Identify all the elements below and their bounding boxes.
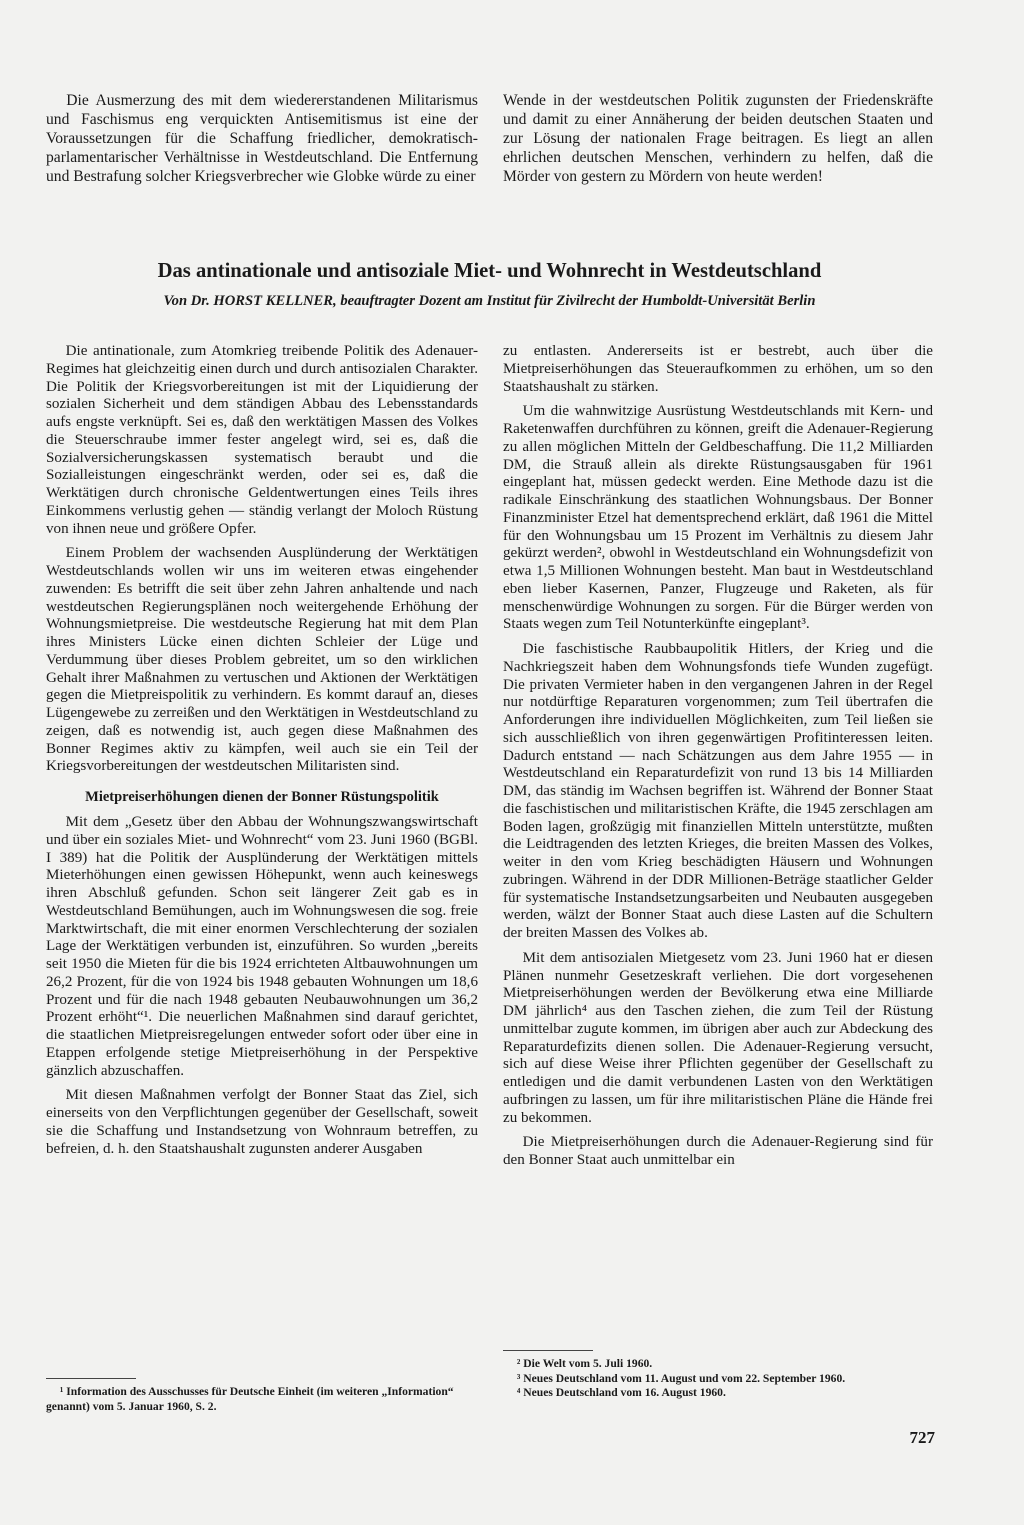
footnote: ³ Neues Deutschland vom 11. August und vom 22. September 1960. (516, 1371, 846, 1385)
paragraph: Um die wahnwitzige Ausrüstung Westdeutschlands mit Kern- und Raketenwaffen durchführen zu können, greift die Adenauer-Regierung zu allen möglichen Mitteln der Geldbeschaffung. Die 11,2 Milliarden DM, die Strauß allein als direkte Rüstungsausgaben für 1961 eingeplant hat, müssen gedeckt werden. Eine Methode dazu ist die radikale Einschränkung des staatlichen Wohnungsbaus. Der Bonner Finanzminister Etzel hat dementsprechend erklärt, daß 1961 die Mittel für den Wohnungsbau um 15 Prozent im Verhältnis zu diesem Jahr gekürzt werden², obwohl in Westdeutschland ein Wohnungsdefizit von etwa 1,5 Millionen Wohnungen besteht. Man baut in Westdeutschland eben lieber Kasernen, Panzer, Flugzeuge und Raketen, als für menschenwürdige Wohnungen zu sorgen. Für die Bürger werden von Staats wegen zum Teil Notunterkünfte eingeplant³. (503, 403, 933, 633)
paragraph: Einem Problem der wachsenden Ausplünderung der Werktätigen Westdeutschlands wollen wir uns im weiteren etwas eingehender zuwenden: Es betrifft die seit über zehn Jahren anhaltende und nach westdeutschen Regierungsplänen noch weitergehende Erhöhung der Wohnungsmietpreise. Die westdeutsche Regierung hat mit dem Plan ihres Ministers Lücke einen dichten Schleier der Lüge und Verdummung über dieses Problem gebreitet, um so den wirklichen Gehalt ihrer Maßnahmen zu vertuschen und Aktionen der Werktätigen gegen die Mietpreispolitik zu verhindern. Es kommt darauf an, dieses Lügengewebe zu zerreißen und den Werktätigen in Westdeutschland zu zeigen, daß es notwendig ist, auch gegen diese Maßnahmen des Bonner Regimes aktiv zu kämpfen, weil auch sie ein Teil der Kriegsvorbereitungen der westdeutschen Militaristen sind. (46, 545, 478, 775)
footnotes-left (46, 1378, 478, 1414)
article-left-column (46, 343, 478, 1165)
footnote-divider (503, 1350, 593, 1351)
article-right-column (503, 343, 933, 1177)
article-title: Das antinationale und antisoziale Miet- und Wohnrecht in Westdeutschland (157, 260, 822, 282)
preceding-article-right-column (503, 91, 933, 186)
paragraph: zu entlasten. Andererseits ist er bestrebt, auch über die Mietpreiserhöhungen das Steueraufkommen zu erhöhen, um so den Staatshaushalt zu stärken. (503, 343, 933, 395)
footnote-divider (46, 1378, 136, 1379)
page-number: 727 (909, 1428, 935, 1447)
paragraph: Mit dem antisozialen Mietgesetz vom 23. Juni 1960 hat er diesen Plänen nunmehr Gesetzeskraft verliehen. Die dort vorgesehenen Mietpreiserhöhungen werden der Bevölkerung etwa eine Milliarde DM jährlich⁴ aus den Taschen ziehen, die zum Teil der Rüstung unmittelbar zugute kommen, im übrigen aber auch zur Abdeckung des Reparaturdefizits dienen sollen. Die Adenauer-Regierung versucht, sich auf diese Weise ihrer Pflichten gegenüber der Gesellschaft zu entledigen und die damit verbundenen Lasten von den Werktätigen aufbringen zu lassen, um für ihre militaristischen Pläne die Hände frei zu bekommen. (503, 949, 933, 1126)
article-byline: Von Dr. HORST KELLNER, beauftragter Dozent am Institut für Zivilrecht der Humboldt-Universität Berlin (163, 293, 816, 309)
preceding-article-left-column (46, 91, 478, 186)
paragraph: Mit dem „Gesetz über den Abbau der Wohnungszwangswirtschaft und über ein soziales Miet- und Wohnrecht“ vom 23. Juni 1960 (BGBl. I 389) hat die Politik der Ausplünderung der Werktätigen mittels Mieterhöhungen einen gewissen Höhepunkt, wenn auch keineswegs ihren Abschluß gefunden. Schon seit längerer Zeit gab es in Westdeutschland Bemühungen, auch im Wohnungswesen die sog. freie Marktwirtschaft, die mit einer enormen Verschlechterung der sozialen Lage der Werktätigen verbunden ist, einzuführen. So wurden „bereits seit 1950 die Mieten für die bis 1924 errichteten Altbauwohnungen um 26,2 Prozent, für die von 1924 bis 1948 gebauten Wohnungen um 18,6 Prozent und für die nach 1948 gebauten Neubauwohnungen um 36,2 Prozent erhöht“¹. Die neuerlichen Maßnahmen sind darauf gerichtet, die staatlichen Mietpreisregelungen entweder sofort oder über eine in Etappen erfolgende stetige Mietpreiserhöhung in der Perspektive gänzlich abzuschaffen. (46, 814, 478, 1079)
paragraph: Die antinationale, zum Atomkrieg treibende Politik des Adenauer-Regimes hat gleichzeitig einen durch und durch antisozialen Charakter. Die Politik der Kriegsvorbereitungen ist mit der Liquidierung der sozialen Sicherheit und dem ständigen Abbau des Lebensstandards aufs engste verknüpft. Sei es, daß den werktätigen Massen des Volkes die Steuerschraube immer fester angelegt wird, sei es, daß die Sozialversicherungskassen systematisch beraubt und die Sozialleistungen eingeschränkt werden, oder sei es, daß die Werktätigen durch chronische Geldentwertungen eines Teils ihres Einkommens verlustig gehen — ständig verlangt der Moloch Rüstung von ihnen neue und größere Opfer. (46, 343, 478, 537)
paragraph: Mit diesen Maßnahmen verfolgt der Bonner Staat das Ziel, sich einerseits von den Verpflichtungen gegenüber der Gesellschaft, soweit sie die Schaffung und Instandsetzung von Wohnraum betreffen, zu befreien, d. h. den Staatshaushalt zugunsten anderer Ausgaben (46, 1087, 478, 1157)
footnote: ¹ Information des Ausschusses für Deutsche Einheit (im weiteren „Information“ genannt) vom 5. Januar 1960, S. 2. (46, 1385, 454, 1413)
paragraph: Die faschistische Raubbaupolitik Hitlers, der Krieg und die Nachkriegszeit haben dem Wohnungsfonds tiefe Wunden zugefügt. Die privaten Vermieter haben in den vergangenen Jahren in der Regel nur notdürftige Reparaturen vorgenommen; zum Teil übertrafen die Anforderungen ihre individuellen Möglichkeiten, zum Teil ließen sie sich ausschließlich von ihren gegenwärtigen Profitinteressen leiten. Dadurch entstand — nach Schätzungen aus dem Jahre 1955 — in Westdeutschland ein Reparaturdefizit von rund 13 bis 14 Milliarden DM, das ständig im Wachsen begriffen ist. Während der Bonner Staat die faschistischen und militaristischen Kräfte, die 1945 zerschlagen am Boden lagen, großzügig mit finanziellen Mitteln unterstützte, mußten die Leidtragenden des letzten Krieges, die breiten Massen des Volkes, weiter in den vom Krieg beschädigten Häusern und Wohnungen zubringen. Während in der DDR Millionen-Beträge staatlicher Gelder für systematische Instandsetzungsarbeiten und Neubauten ausgegeben werden, wälzt der Bonner Staat auch diese Lasten auf die Schultern der breiten Massen des Volkes ab. (503, 641, 933, 941)
section-heading: Mietpreiserhöhungen dienen der Bonner Rüstungspolitik (85, 789, 439, 805)
footnote: ⁴ Neues Deutschland vom 16. August 1960. (516, 1386, 726, 1399)
paragraph: Die Ausmerzung des mit dem wiedererstandenen Militarismus und Faschismus eng verquickten Antisemitismus ist eine der Voraussetzungen für die Schaffung friedlicher, demokratisch-parlamentarischer Verhältnisse in Westdeutschland. Die Entfernung und Bestrafung solcher Kriegsverbrecher wie Globke würde zu einer (46, 92, 478, 185)
footnote: ² Die Welt vom 5. Juli 1960. (516, 1357, 653, 1370)
paragraph: Wende in der westdeutschen Politik zugunsten der Friedenskräfte und damit zu einer Annäherung der beiden deutschen Staaten und zur Lösung der nationalen Frage beitragen. Es liegt an allen ehrlichen deutschen Menschen, verhindern zu helfen, daß die Mörder von gestern zu Mördern von heute werden! (503, 92, 933, 185)
paragraph: Die Mietpreiserhöhungen durch die Adenauer-Regierung sind für den Bonner Staat auch unmittelbar ein (503, 1134, 933, 1168)
footnotes-right (503, 1350, 933, 1401)
